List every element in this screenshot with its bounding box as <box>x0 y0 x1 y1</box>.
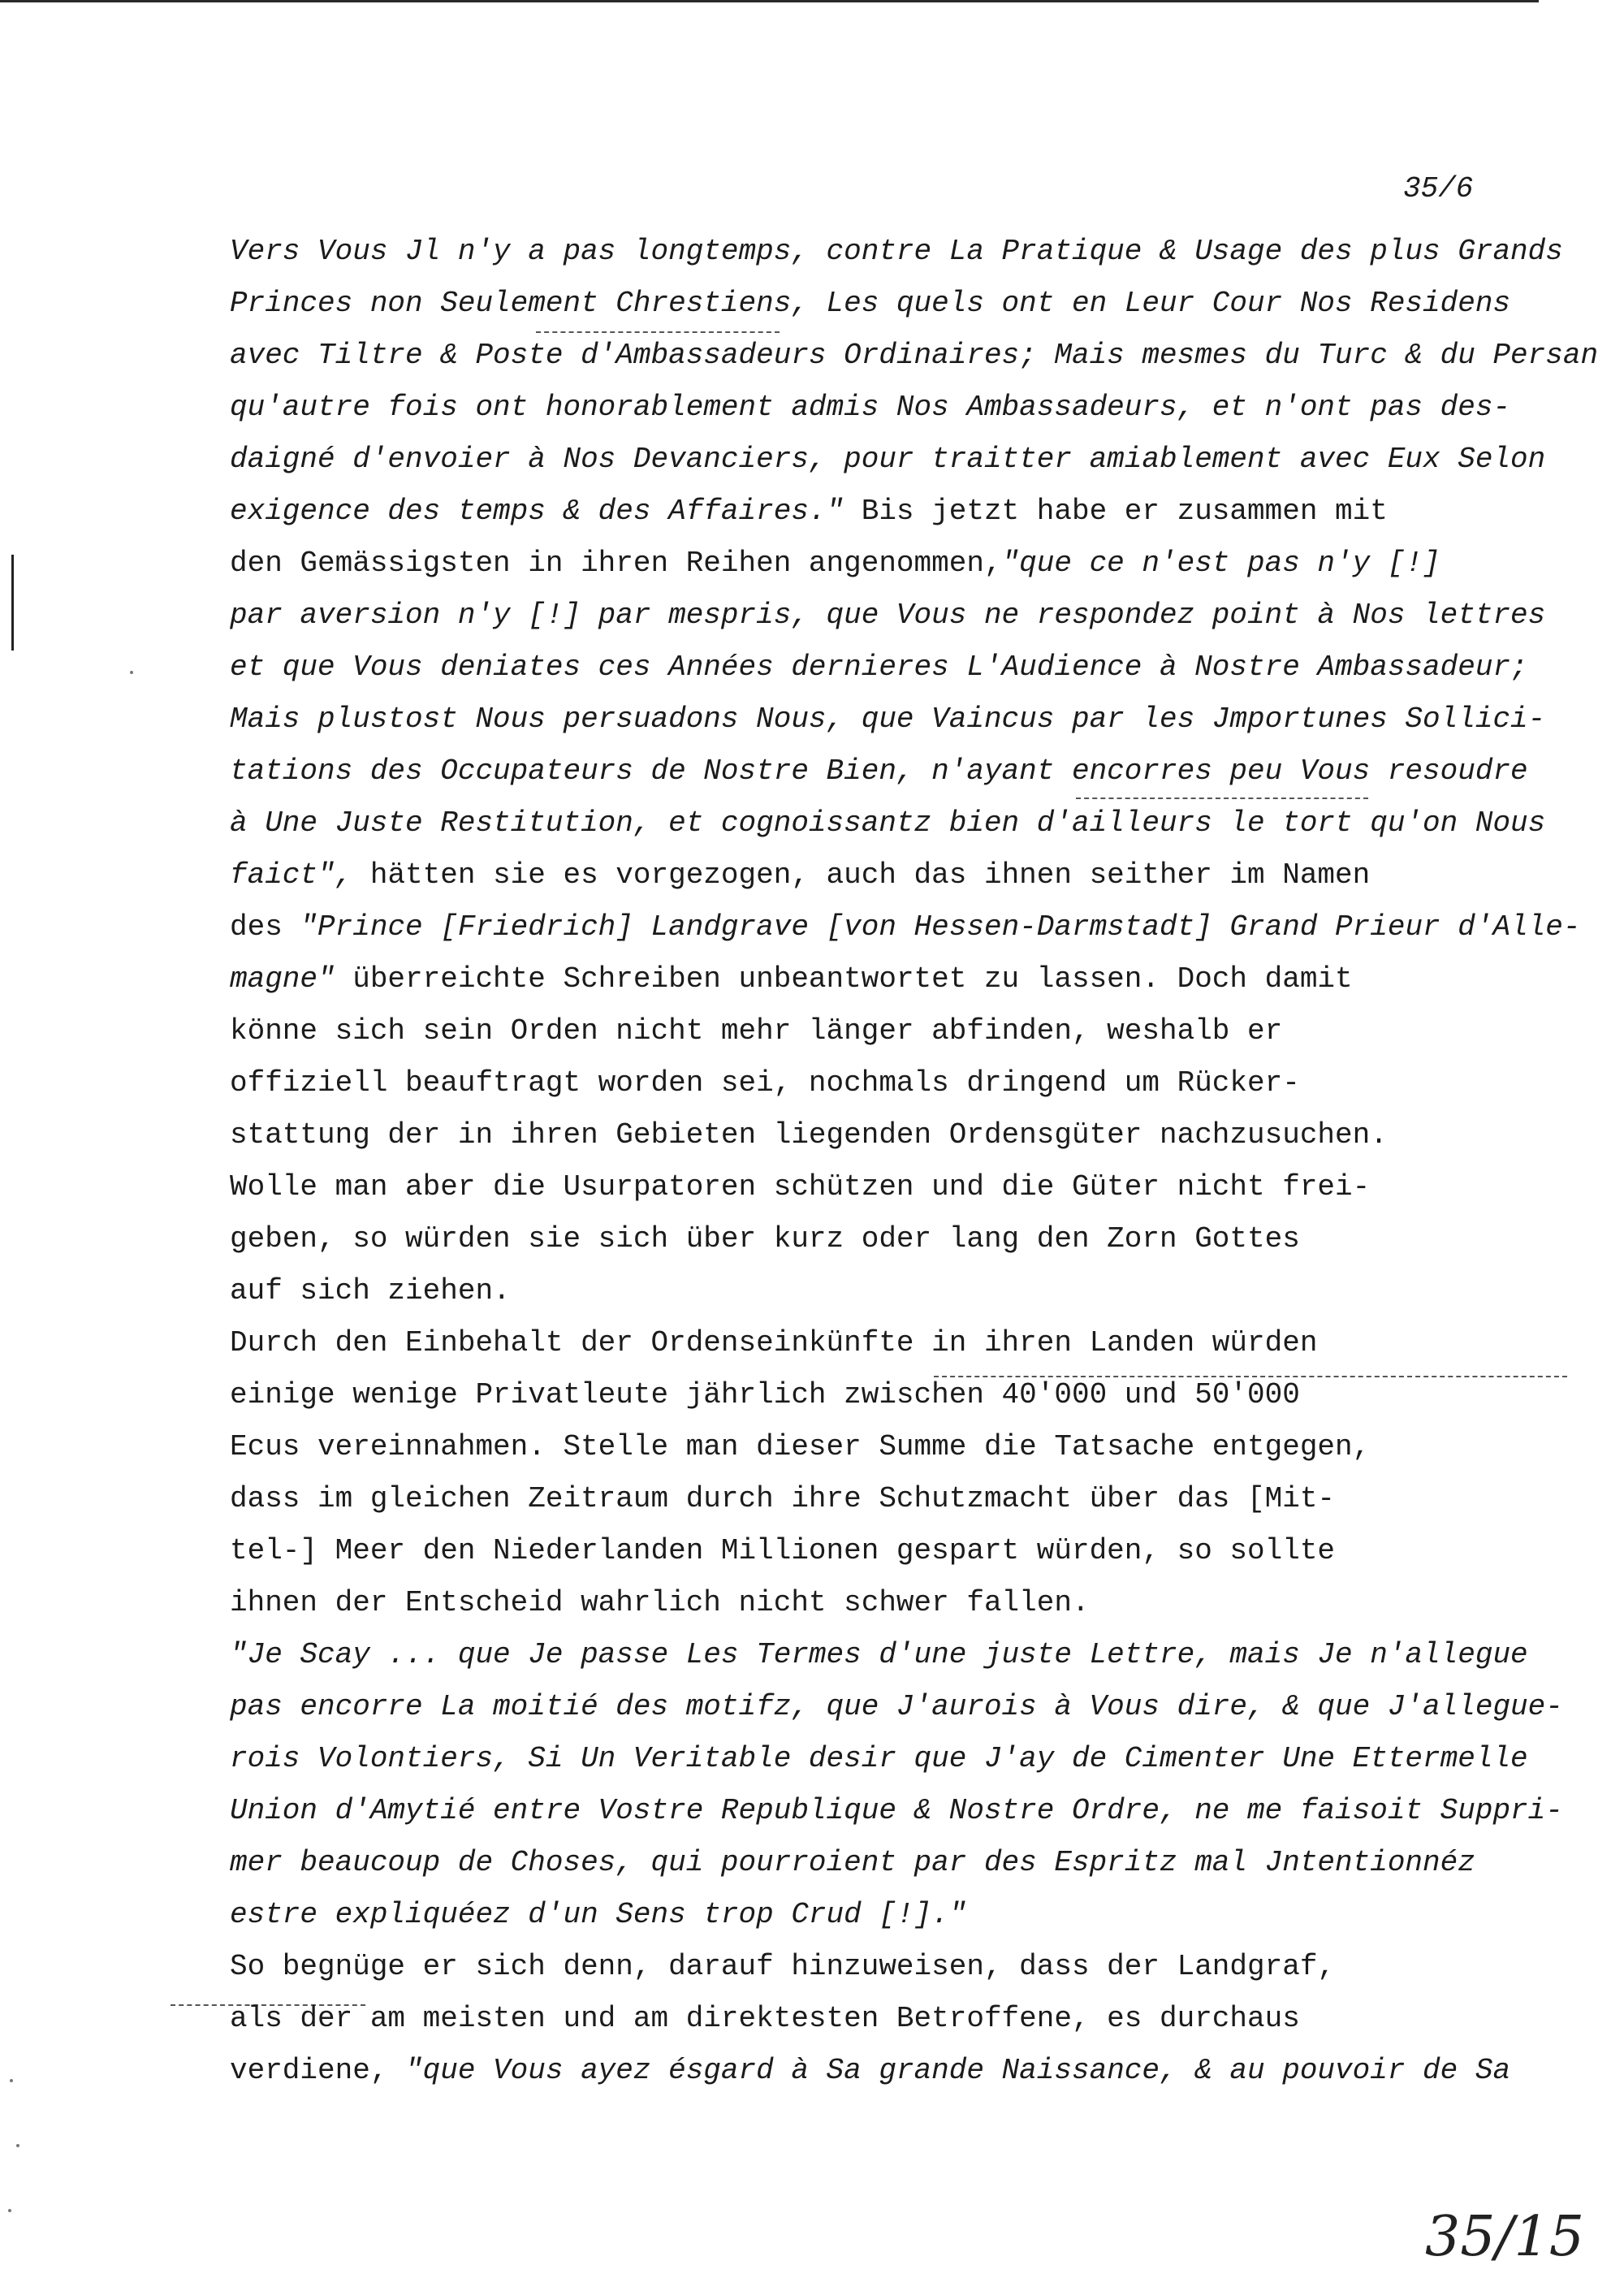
text-line <box>230 1525 1610 1577</box>
quoted-french-text: qu'autre fois ont honorablement admis Nos Ambassadeurs, et n'ont pas des- <box>230 391 1511 424</box>
german-text: geben, so würden sie sich über kurz oder lang den Zorn Gottes <box>230 1222 1300 1256</box>
text-line <box>230 1473 1610 1525</box>
text-line <box>230 486 1610 538</box>
text-line <box>230 434 1610 486</box>
german-text: auf sich ziehen. <box>230 1274 511 1308</box>
quoted-french-text: "Prince [Friedrich] Landgrave [von Hessen-Darmstadt] Grand Prieur d'Alle- <box>300 910 1581 944</box>
german-text: könne sich sein Orden nicht mehr länger abfinden, weshalb er <box>230 1014 1283 1048</box>
german-text: Ecus vereinnahmen. Stelle man dieser Summe die Tatsache entgegen, <box>230 1430 1371 1463</box>
german-text: als der am meisten und am direktesten Betroffene, es durchaus <box>230 2002 1300 2035</box>
margin-speck <box>130 671 133 674</box>
text-line <box>230 1421 1610 1473</box>
quoted-french-text: Union d'Amytié entre Vostre Republique & Nostre Ordre, ne me faisoit Suppri- <box>230 1794 1563 1827</box>
text-line <box>230 1941 1610 1993</box>
text-line <box>230 746 1610 798</box>
text-line <box>230 1733 1610 1785</box>
text-line <box>230 382 1610 434</box>
text-line <box>230 590 1610 642</box>
german-text: So begnüge er sich denn, darauf hinzuweisen, dass der Landgraf, <box>230 1950 1336 1983</box>
text-line <box>230 1785 1610 1837</box>
text-line <box>230 1317 1610 1369</box>
quoted-french-text: faict", <box>230 858 353 892</box>
german-text: Bis jetzt habe er zusammen mit <box>844 495 1388 528</box>
text-line <box>230 953 1610 1005</box>
german-text: den Gemässigsten in ihren Reihen angenommen, <box>230 547 1002 580</box>
german-text: dass im gleichen Zeitraum durch ihre Schutzmacht über das [Mit- <box>230 1482 1336 1515</box>
text-line <box>230 538 1610 590</box>
page-number: 35/6 <box>1403 172 1474 205</box>
text-line <box>230 226 1610 278</box>
quoted-french-text: par aversion n'y [!] par mespris, que Vous ne respondez point à Nos lettres <box>230 599 1546 632</box>
text-line <box>230 849 1610 901</box>
german-text: hätten sie es vorgezogen, auch das ihnen seither im Namen <box>352 858 1371 892</box>
text-line <box>230 1369 1610 1421</box>
quoted-french-text: pas encorre La moitié des motifz, que J'aurois à Vous dire, & que J'allegue- <box>230 1690 1563 1723</box>
scan-top-border <box>0 0 1539 2</box>
quoted-french-text: "que Vous ayez ésgard à Sa grande Naissance, & au pouvoir de Sa <box>405 2054 1511 2087</box>
text-line <box>230 1161 1610 1213</box>
german-text: ihnen der Entscheid wahrlich nicht schwer fallen. <box>230 1586 1090 1619</box>
text-line <box>230 1837 1610 1889</box>
text-line <box>230 330 1610 382</box>
quoted-french-text: rois Volontiers, Si Un Veritable desir que J'ay de Cimenter Une Ettermelle <box>230 1742 1528 1775</box>
quoted-french-text: et que Vous deniates ces Années dernieres L'Audience à Nostre Ambassadeur; <box>230 651 1528 684</box>
quoted-french-text: "que ce n'est pas n'y [!] <box>1001 547 1440 580</box>
quoted-french-text: "Je Scay ... que Je passe Les Termes d'une juste Lettre, mais Je n'allegue <box>230 1638 1528 1671</box>
text-line <box>230 1993 1610 2045</box>
margin-bracket-mark <box>3 555 14 651</box>
handwritten-page-number: 35/15 <box>1425 2205 1584 2269</box>
text-line <box>230 694 1610 746</box>
quoted-french-text: à Une Juste Restitution, et cognoissantz bien d'ailleurs le tort qu'on Nous <box>230 806 1546 840</box>
margin-speck <box>16 2144 19 2147</box>
quoted-french-text: estre expliquéez d'un Sens trop Crud [!]." <box>230 1898 967 1931</box>
quoted-french-text: Vers Vous Jl n'y a pas longtemps, contre La Pratique & Usage des plus Grands <box>230 235 1563 268</box>
quoted-french-text: daigné d'envoier à Nos Devanciers, pour traitter amiablement avec Eux Selon <box>230 443 1546 476</box>
text-line <box>230 1629 1610 1681</box>
text-line <box>230 1889 1610 1941</box>
quoted-french-text: magne" <box>230 962 335 996</box>
text-line <box>230 1005 1610 1057</box>
document-body <box>230 226 1610 2097</box>
german-text: verdiene, <box>230 2054 406 2087</box>
text-line <box>230 1577 1610 1629</box>
german-text: überreichte Schreiben unbeantwortet zu lassen. Doch damit <box>335 962 1353 996</box>
quoted-french-text: Princes non Seulement Chrestiens, Les quels ont en Leur Cour Nos Residens <box>230 287 1511 320</box>
german-text: Durch den Einbehalt der Ordenseinkünfte in ihren Landen würden <box>230 1326 1318 1359</box>
german-text: Wolle man aber die Usurpatoren schützen und die Güter nicht frei- <box>230 1170 1371 1204</box>
text-line <box>230 1681 1610 1733</box>
text-line <box>230 2045 1610 2097</box>
german-text: des <box>230 910 300 944</box>
text-line <box>230 642 1610 694</box>
german-text: offiziell beauftragt worden sei, nochmals dringend um Rücker- <box>230 1066 1300 1100</box>
text-line <box>230 1265 1610 1317</box>
quoted-french-text: Mais plustost Nous persuadons Nous, que Vaincus par les Jmportunes Sollici- <box>230 702 1546 736</box>
text-line <box>230 278 1610 330</box>
quoted-french-text: tations des Occupateurs de Nostre Bien, n'ayant encorres peu Vous resoudre <box>230 754 1528 788</box>
text-line <box>230 1213 1610 1265</box>
german-text: einige wenige Privatleute jährlich zwischen 40'000 und 50'000 <box>230 1378 1300 1411</box>
quoted-french-text: avec Tiltre & Poste d'Ambassadeurs Ordinaires; Mais mesmes du Turc & du Persan <box>230 339 1599 372</box>
margin-speck <box>8 2209 11 2212</box>
text-line <box>230 1109 1610 1161</box>
german-text: stattung der in ihren Gebieten liegenden Ordensgüter nachzusuchen. <box>230 1118 1388 1152</box>
german-text: tel-] Meer den Niederlanden Millionen gespart würden, so sollte <box>230 1534 1336 1567</box>
quoted-french-text: exigence des temps & des Affaires." <box>230 495 844 528</box>
quoted-french-text: mer beaucoup de Choses, qui pourroient par des Espritz mal Jntentionnéz <box>230 1846 1475 1879</box>
text-line <box>230 1057 1610 1109</box>
margin-speck <box>10 2079 13 2082</box>
text-line <box>230 901 1610 953</box>
text-line <box>230 798 1610 849</box>
